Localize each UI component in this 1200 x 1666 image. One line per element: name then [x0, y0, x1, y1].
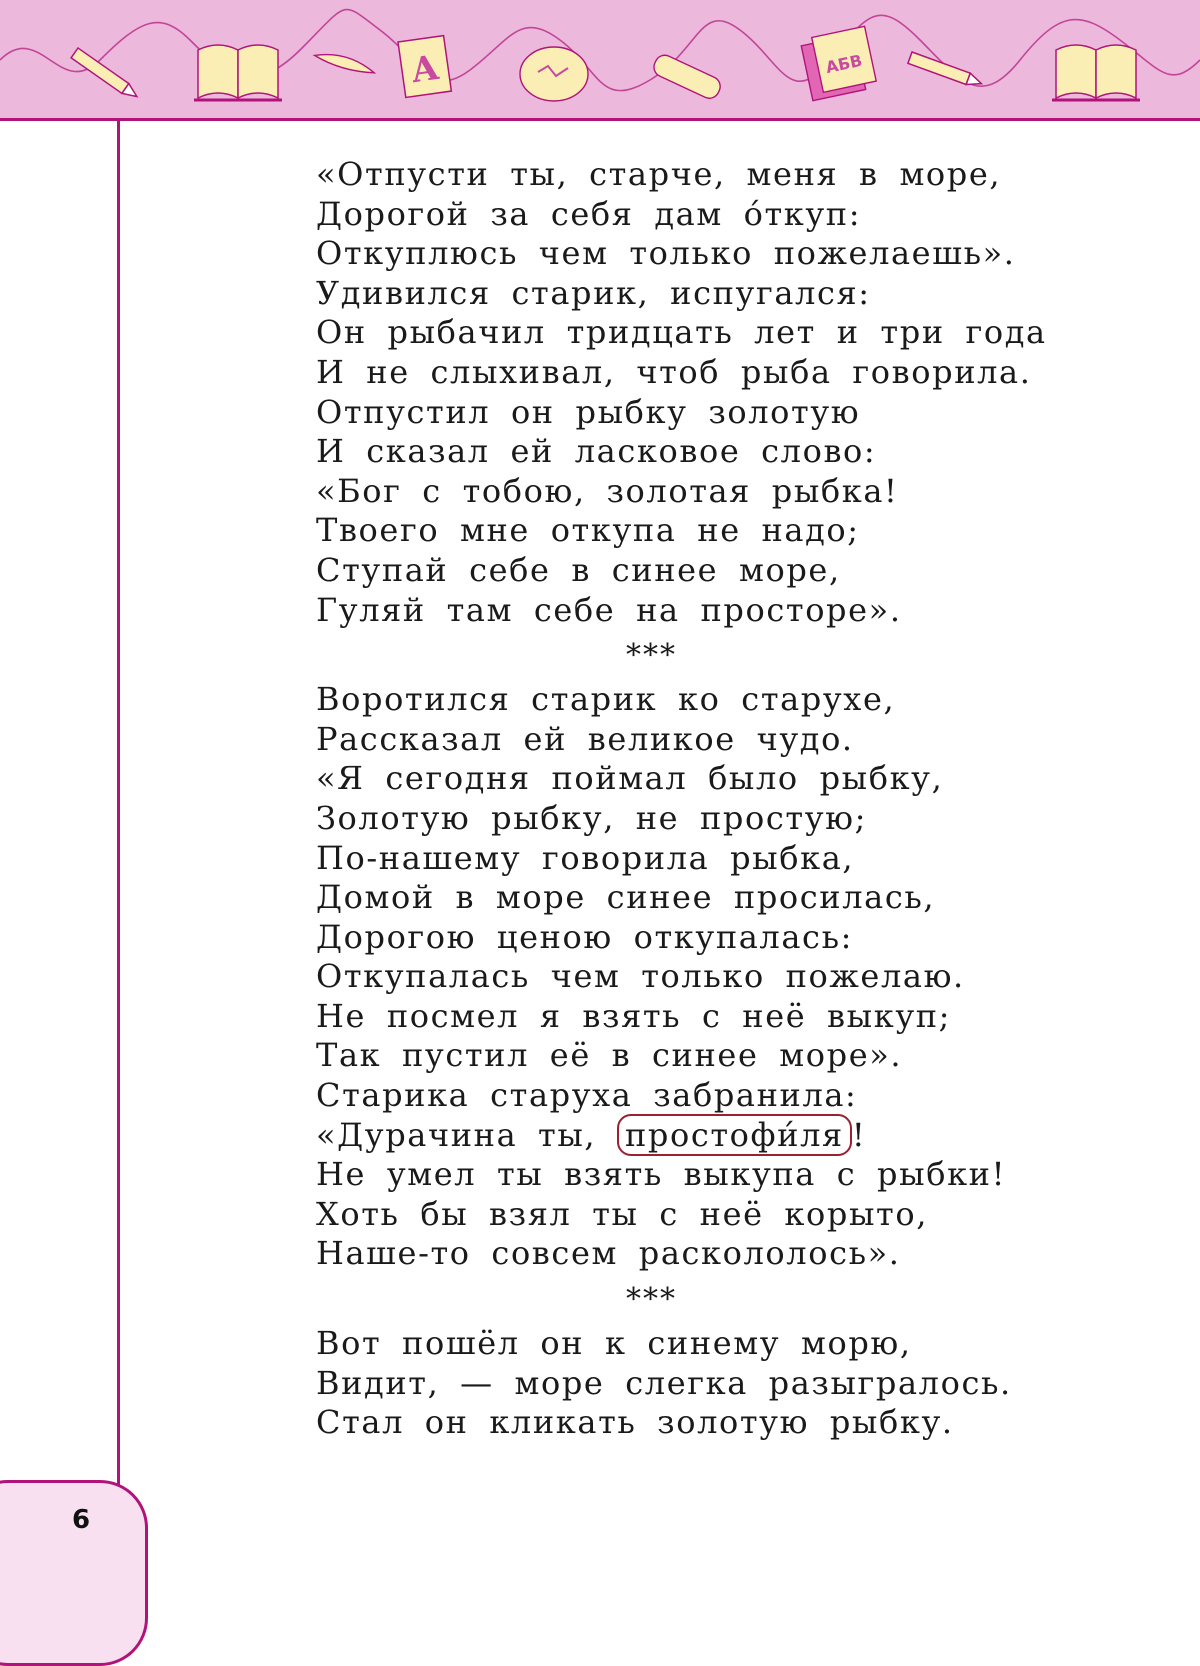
poem-line: Рассказал ей великое чудо.	[316, 719, 854, 758]
svg-text:АБВ: АБВ	[823, 50, 864, 78]
poem-line: Золотую рыбку, не простую;	[316, 798, 867, 837]
poem-line: «Я сегодня поймал было рыбку,	[316, 759, 944, 798]
page-number: 6	[71, 1505, 91, 1535]
poem-text	[316, 155, 1047, 1443]
stanza-separator: ***	[626, 638, 677, 674]
pencil-icon	[908, 52, 984, 89]
poem-line: И сказал ей ласковое слово:	[316, 432, 877, 471]
poem-line: Откупалась чем только пожелаю.	[316, 957, 965, 996]
quill-icon	[314, 47, 376, 79]
poem-line: Вот пошёл он к синему морю,	[316, 1324, 912, 1363]
poem-line: По-нашему говорила рыбка,	[316, 838, 855, 877]
poem-line: Старика старуха забранила:	[316, 1076, 858, 1115]
poem-line: Откуплюсь чем только пожелаешь».	[316, 234, 1016, 273]
poem-line: Ступай себе в синее море,	[316, 550, 841, 589]
open-book-icon	[194, 45, 282, 100]
letter-a-card-icon	[398, 36, 451, 98]
poem-line: Он рыбачил тридцать лет и три года	[316, 313, 1047, 352]
poem-line: Воротился старик ко старухе,	[316, 680, 896, 719]
poem-line: Домой в море синее просилась,	[316, 878, 936, 917]
line-end: !	[851, 1115, 867, 1154]
poem-line: Наше-то совсем раскололось».	[316, 1234, 901, 1273]
poem-line: Так пустил её в синее море».	[316, 1036, 903, 1075]
header-decorations	[0, 0, 1200, 118]
glossary-word[interactable]: простофи́ля	[617, 1114, 852, 1156]
margin-rule	[117, 118, 120, 1488]
header-band	[0, 0, 1200, 121]
poem-line: «Бог с тобою, золотая рыбка!	[316, 471, 899, 510]
poem-line: Дорогой за себя дам о́ткуп:	[316, 194, 862, 233]
poem-line: Хоть бы взял ты с неё корыто,	[316, 1194, 928, 1233]
poem-line: И не слыхивал, чтоб рыба говорила.	[316, 352, 1032, 391]
poem-line: Отпустил он рыбку золотую	[316, 392, 861, 431]
poem-line: Видит, — море слегка разыгралось.	[316, 1363, 1012, 1402]
line-start: «Дурачина ты,	[316, 1115, 617, 1154]
poem-line: Не умел ты взять выкупа с рыбки!	[316, 1155, 1007, 1194]
poem-line: Не посмел я взять с неё выкуп;	[316, 996, 952, 1035]
poem-line: «Отпусти ты, старче, меня в море,	[316, 155, 1002, 193]
books-icon	[800, 26, 877, 100]
open-book-icon	[1052, 45, 1140, 100]
pencil-icon	[71, 48, 140, 101]
scroll-icon	[651, 52, 724, 102]
poem-line: Гуляй там себе на просторе».	[316, 590, 902, 629]
poem-line-highlighted	[316, 1116, 1036, 1156]
poem-line: Удивился старик, испугался:	[316, 273, 871, 312]
poem-line: Дорогою ценою откупалась:	[316, 917, 853, 956]
stanza-3	[316, 1324, 1036, 1443]
stanza-2	[316, 680, 1036, 1274]
poem-line: Твоего мне откупа не надо;	[316, 511, 860, 550]
apple-icon	[520, 47, 588, 101]
svg-text:А: А	[408, 47, 442, 92]
poem-line: Стал он кликать золотую рыбку.	[316, 1403, 954, 1442]
stanza-1	[316, 155, 1047, 630]
stanza-separator: ***	[626, 1282, 677, 1318]
